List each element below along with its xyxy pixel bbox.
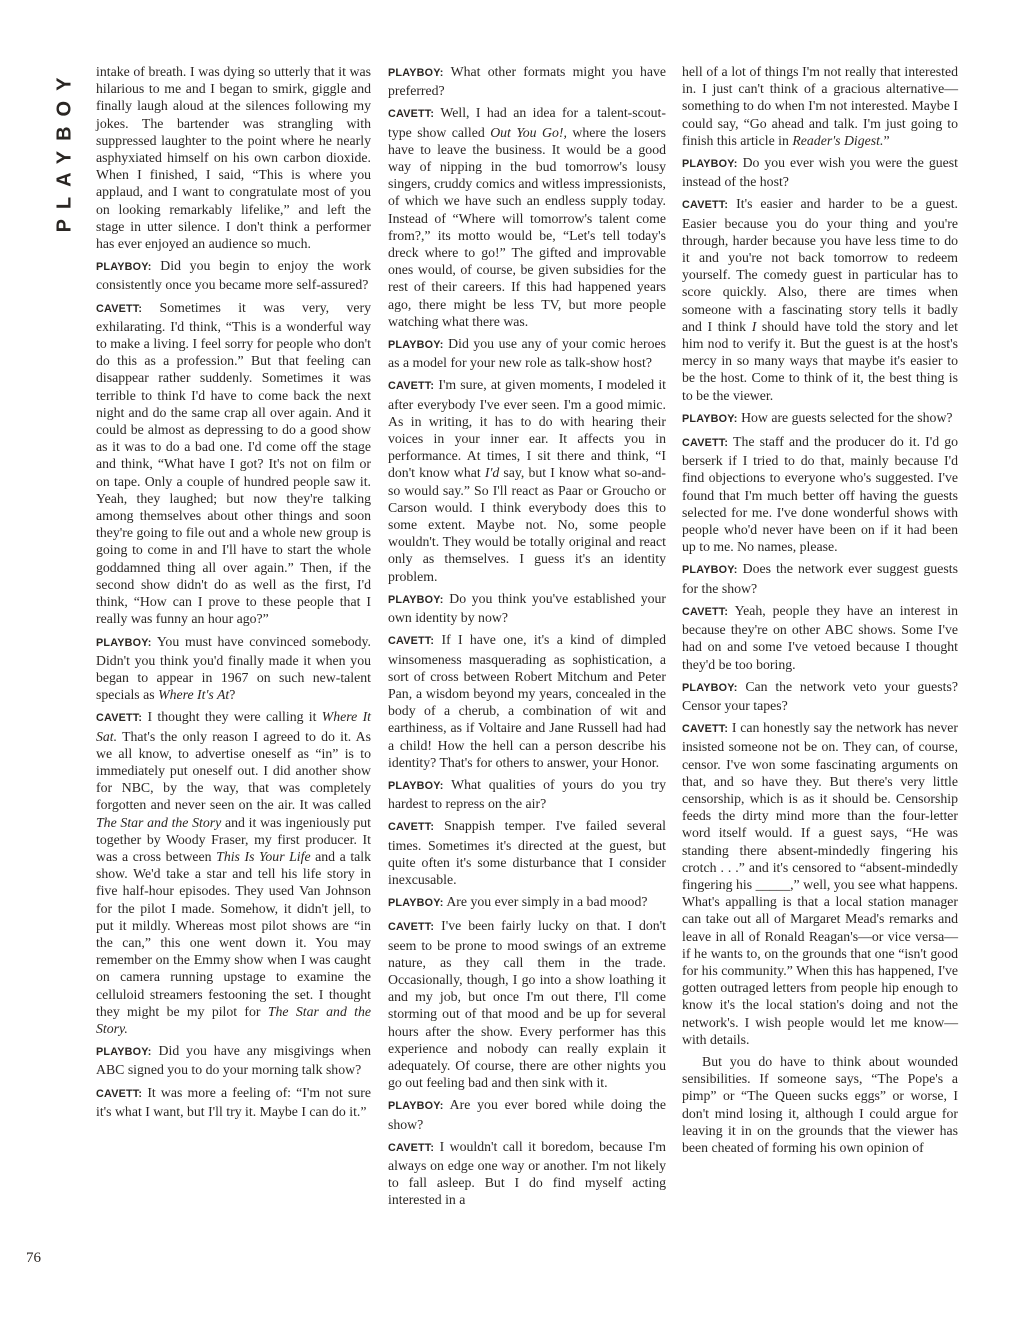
speaker-label-subject: CAVETT: [682,605,729,618]
answer [388,917,666,1091]
text-column-2 [388,63,666,1214]
answer [96,1084,371,1120]
answer-text: I'm sure, at given moments, I modeled it after everybody I've ever seen. I'm a good mimic. As in writing, it has to do with hearing their voices in your inner ear. It affects you in performance. At times, I sit there and think, “I don't know what [388,377,667,481]
emphasis: I [751,318,757,334]
speaker-label-subject: CAVETT: [96,1087,143,1100]
speaker-label-subject: CAVETT: [388,821,435,834]
speaker-label-interviewer: PLAYBOY: [388,1100,444,1113]
show-title: The Star and the Story. [96,1003,372,1036]
speaker-label-subject: CAVETT: [388,921,435,934]
question-text: What other formats might you have preferred? [388,64,666,99]
answer-text: Well, I had an idea for a talent-scout-type show called [388,105,666,140]
answer-text: Sometimes it was very, very exhilarating. I'd think, “This is a wonderful way to make a living. I feel sorry for people who don't do this as a profession.” But that feeling can disappear rather suddenly. Sometimes it was terrible to think I'd have to come back the next night and do the same crap all over again. And it could be almost as depressing to do a good show as it was to do a bad one. I'd come off the stage and think, “What have I got? It's not on film or on tape. Only a couple of hundred people saw it. Yeah, they laughed; but now they're talking among themselves about other things and soon they're going to file out and a whole new group is going to come in and I'll have to start the whole goddamned thing all over again.” Then, if the second show didn't do as well as the first, I'd think, “How can I prove to these people that I really was funny an hour ago?” [96,299,371,627]
masthead-text: PLAYBOY [53,67,76,233]
paragraph [682,63,958,149]
show-title: Out You Go!, [490,124,567,140]
publication-title: Reader's Digest. [792,132,884,148]
paragraph [682,1053,958,1156]
show-title: The Star and the Story [96,814,222,830]
speaker-label-subject: CAVETT: [96,712,143,725]
question-text: What qualities of yours do you try hardest to repress on the air? [388,776,667,812]
paragraph [96,63,371,252]
answer-text: where the losers have to leave the business. It would be a good way of nipping in the bud tomorrow's lousy singers, cruddy comics and witless impressionists, of which we have such an endless supply today. Instead of “Where will tomorrow's talent come from?,” its motto would be, “Let's tell today's dreck where to go!” The gifted and improvable ones would, of course, be given subsidies for the rest of their careers. If this had happened years ago, there might be less TV, but more people watching what there was. [388,124,667,329]
question [388,1096,666,1132]
speaker-label-interviewer: PLAYBOY: [388,339,444,352]
question [96,257,371,293]
question [388,335,666,371]
speaker-label-interviewer: PLAYBOY: [682,564,738,577]
question-text: Are you ever simply in a bad mood? [446,894,648,910]
answer-text: Snappish temper. I've failed several times. Sometimes it's directed at the guest, but quite often it's some disturbance that I consider inexcusable. [388,818,666,887]
speaker-label-interviewer: PLAYBOY: [388,779,444,792]
answer [96,299,371,628]
emphasis: I'd [484,465,500,481]
answer-text: should have told the story and let him nod to verify it. But the guest is at the host's mercy in so many ways that maybe it's easier to be the host. Come to think of it, the best thing is to be the viewer. [682,318,958,403]
answer [388,631,666,771]
speaker-label-interviewer: PLAYBOY: [96,1046,152,1059]
answer [682,195,958,403]
speaker-label-interviewer: PLAYBOY: [388,897,444,910]
magazine-vertical-masthead [45,50,85,250]
question-text: You must have convinced somebody. Didn't you think you'd finally made it when you began to appear in 1967 on such new-talent specials as [96,633,372,703]
question [96,1042,371,1078]
speaker-label-interviewer: PLAYBOY: [388,593,444,606]
question-text: Can the network veto your guests? Censor your tapes? [682,678,959,713]
answer-text: The staff and the producer do it. I'd go berserk if I tried to do that, mainly because I'd find objections to everyone who's suggested. I've found that I'm much better off having the guests selected for me. I've done wonderful shows with people who'd never have been on if it had been up to me. No names, please. [682,434,959,555]
answer-text: ” [883,132,890,148]
question-text: How are guests selected for the show? [741,409,953,425]
question-text: Are you ever bored while doing the show? [388,1097,666,1132]
answer-text: I thought they were calling it [147,709,317,725]
answer [96,708,371,1037]
answer-text: I can honestly say the network has never insisted someone not be on. They can, of course, censor. I've won some fascinating arguments on that, and so have they. But there's very little censorship, which is as it should be. Censorship feeds the dirty mind more than the four-letter word itself would. If a guest says, “He was standing there absent-mindedly fingering his crotch . . .” and it's censored to “absent-mindedly fingering his _____,” well, you see what happens. What's appalling is that a local station manager can take out all of Margaret Mead's remarks and leave in all of Ronald Reagan's—or vice versa—if he wants to, on the grounds that one “isn't good for his community.” When this has happened, I've gotten outraged letters from people hip enough to know it's the local station's doing and not the network's. I wish people would let me know—with details. [682,720,958,1047]
question-text: Do you think you've established your own identity by now? [388,590,667,626]
speaker-label-subject: CAVETT: [682,437,729,450]
answer-text: and a talk show. We'd take a star and tell his life story in five half-hour episodes. They used Van Johnson for the pilot I made. Somehow, it didn't jell, to put it mildly. Whereas most pilot shows are “in the can,” this one went down it. You may remember on the Emmy show when I was caught on camera running upstage to examine the celluloid streamers festooning the set. I thought they might be my pilot for [96,848,372,1019]
speaker-label-interviewer: PLAYBOY: [682,158,738,171]
speaker-label-interviewer: PLAYBOY: [682,412,738,425]
answer-text: That's the only reason I agreed to do it. As we all know, to advertise oneself as “in” is to immediately put oneself out. I did another show for NBC, by the way, that was completely forgotten and never seen on the air. It was called [96,728,372,813]
text-column-1 [96,63,371,1125]
question-text: Does the network ever suggest guests for the show? [682,561,958,596]
question-text: Did you begin to enjoy the work consistently once you became more self-assured? [96,258,371,293]
answer [388,104,666,330]
answer-text: say, but I know what so-and-so would say.” So I'll react as Paar or Groucho or Carson would. I think everybody does this to some extent. Maybe not. No, some people wouldn't. They would be totally original and react only as themselves. I guess it's an identity problem. [388,465,666,584]
question [682,409,958,428]
speaker-label-interviewer: PLAYBOY: [96,636,152,649]
answer [682,433,958,555]
answer-text: I've been fairly lucky on that. I don't seem to be prone to mood swings of an extreme nature, as they call them in the trade. Occasionally, though, I go into a show loathing it and my job, but once I'm out there, I'll come storming out of that mood and be up for several hours after the show. Every performer has this experience and nobody can really explain it adequately. Of course, there are other nights you go out feeling bad and then sink with it. [388,918,666,1091]
speaker-label-subject: CAVETT: [388,108,435,121]
answer [388,376,666,584]
answer-text: It was more a feeling of: “I'm not sure it's what I want, but I'll try it. Maybe I can do it.” [96,1084,371,1119]
speaker-label-interviewer: PLAYBOY: [388,67,444,79]
question [682,560,958,596]
show-title: This Is Your Life [216,848,311,864]
answer-text: I wouldn't call it boredom, because I'm always on edge one way or another. I'm not likely to fall asleep. But I do find myself acting interested in a [388,1138,667,1208]
answer-text: hell of a lot of things I'm not really that interested in. I just can't think of a gracious alternative—something to do when I'm not interested. Maybe I could say, “Go ahead and talk. I'm just going to finish this article in [682,64,958,148]
answer [388,817,666,888]
question [388,63,666,99]
answer-text: and it was ingeniously put together by Woody Fraser, my first producer. It was a cross between [96,814,372,864]
speaker-label-subject: CAVETT: [388,380,435,393]
speaker-label-interviewer: PLAYBOY: [682,681,738,694]
question [388,776,666,812]
show-title: Where It's At [158,687,230,703]
answer-text: Yeah, people they have an interest in because they're on other ABC shows. Some I've had on and some I've vetoed because I thought they'd be too boring. [682,602,958,672]
question-text: Did you use any of your comic heroes as a model for your new role as talk-show host? [388,336,666,371]
answer [388,1138,666,1209]
question [682,154,958,190]
question [96,633,371,704]
question [388,893,666,912]
answer [682,719,958,1048]
question-text: Do you ever wish you were the guest instead of the host? [682,155,958,190]
answer [682,602,958,673]
show-title: Where It Sat. [96,709,371,744]
speaker-label-subject: CAVETT: [96,302,143,315]
question-text: Did you have any misgivings when ABC signed you to do your morning talk show? [96,1043,371,1078]
question [682,678,958,714]
speaker-label-subject: CAVETT: [682,199,729,212]
speaker-label-interviewer: PLAYBOY: [96,261,152,274]
answer-text: If I have one, it's a kind of dimpled winsomeness masquerading as sophistication, a sort of cross between Robert Mitchum and Peter Pan, a wisdom beyond my years, concealed in the body of a cherub, a combination of wit and earthiness, as if Voltaire and Jane Russell had had a child! How the hell can a person describe his identity? That's for others to answer, your Honor. [388,632,666,770]
speaker-label-subject: CAVETT: [388,635,435,648]
question [388,590,666,626]
text-column-3 [682,63,958,1161]
speaker-label-subject: CAVETT: [388,1141,435,1154]
paragraph-text: intake of breath. I was dying so utterly that it was hilarious to me and I began to smirk, giggle and finally laugh aloud at the silences following my jokes. The bartender was strangling with suppressed laughter to the point where he nearly asphyxiated himself on his own carbon dioxide. When I finished, I said, “This is where you applaud, and I want to congratulate most of you on looking remarkably lifelike,” and left the stage in utter silence. I don't think a performer has ever enjoyed an audience so much. [96,64,371,252]
question-text: ? [229,687,236,703]
answer-text: It's easier and harder to be a guest. Easier because you do your thing and you're through, harder because you have less time to do it and you're not back tomorrow to redeem yourself. The comedy guest in particular has to score quickly. Also, there are times when someone with a fascinating story tells it badly and I think [682,196,958,334]
answer-text: But you do have to think about wounded sensibilities. If someone says, “The Pope's a pimp” or “The Queen sucks eggs” or worse, I don't mind losing it, although I could argue for leaving it in on the grounds that the viewer has been cheated of forming his own opinion of [682,1053,958,1155]
page-number: 76 [26,1250,41,1266]
speaker-label-subject: CAVETT: [682,723,729,736]
